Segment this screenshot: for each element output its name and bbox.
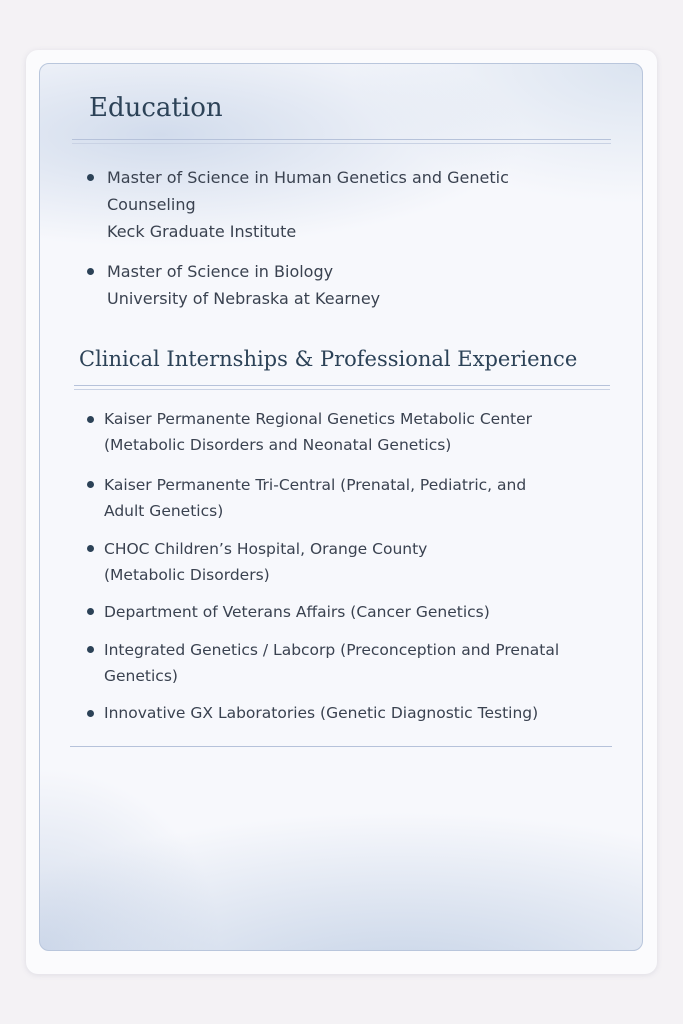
experience-item [104, 599, 490, 625]
degree-text: Master of Science in Biology [107, 262, 334, 281]
degree-text: Counseling [107, 195, 196, 214]
education-item [107, 164, 509, 245]
experience-text: (Metabolic Disorders) [104, 566, 270, 584]
school-text: University of Nebraska at Kearney [107, 289, 381, 308]
experience-item [104, 700, 538, 726]
bullet-icon [87, 174, 94, 181]
education-item [107, 258, 380, 312]
bullet-icon [87, 646, 94, 653]
experience-item [104, 406, 532, 458]
bullet-icon [87, 268, 94, 275]
experience-text: (Metabolic Disorders and Neonatal Genetics) [104, 436, 452, 454]
experience-item [104, 536, 427, 588]
experience-item [104, 637, 559, 689]
experience-divider [74, 385, 610, 390]
education-divider [72, 139, 611, 144]
section-end-divider [70, 746, 612, 747]
experience-heading: Clinical Internships & Professional Experience [79, 347, 578, 371]
experience-item [104, 472, 526, 524]
experience-text: Department of Veterans Affairs (Cancer Genetics) [104, 603, 490, 621]
experience-text: Kaiser Permanente Tri-Central (Prenatal, Pediatric, and [104, 476, 527, 494]
bullet-icon [87, 481, 94, 488]
school-text: Keck Graduate Institute [107, 222, 297, 241]
experience-text: CHOC Children’s Hospital, Orange County [104, 540, 428, 558]
bullet-icon [87, 416, 94, 423]
education-heading: Education [89, 93, 223, 123]
experience-text: Innovative GX Laboratories (Genetic Diagnostic Testing) [104, 704, 539, 722]
experience-text: Kaiser Permanente Regional Genetics Metabolic Center [104, 410, 533, 428]
bullet-icon [87, 545, 94, 552]
bullet-icon [87, 608, 94, 615]
experience-text: Adult Genetics) [104, 502, 224, 520]
bullet-icon [87, 710, 94, 717]
degree-text: Master of Science in Human Genetics and Genetic [107, 168, 509, 187]
experience-text: Integrated Genetics / Labcorp (Preconception and Prenatal [104, 641, 560, 659]
experience-text: Genetics) [104, 667, 178, 685]
